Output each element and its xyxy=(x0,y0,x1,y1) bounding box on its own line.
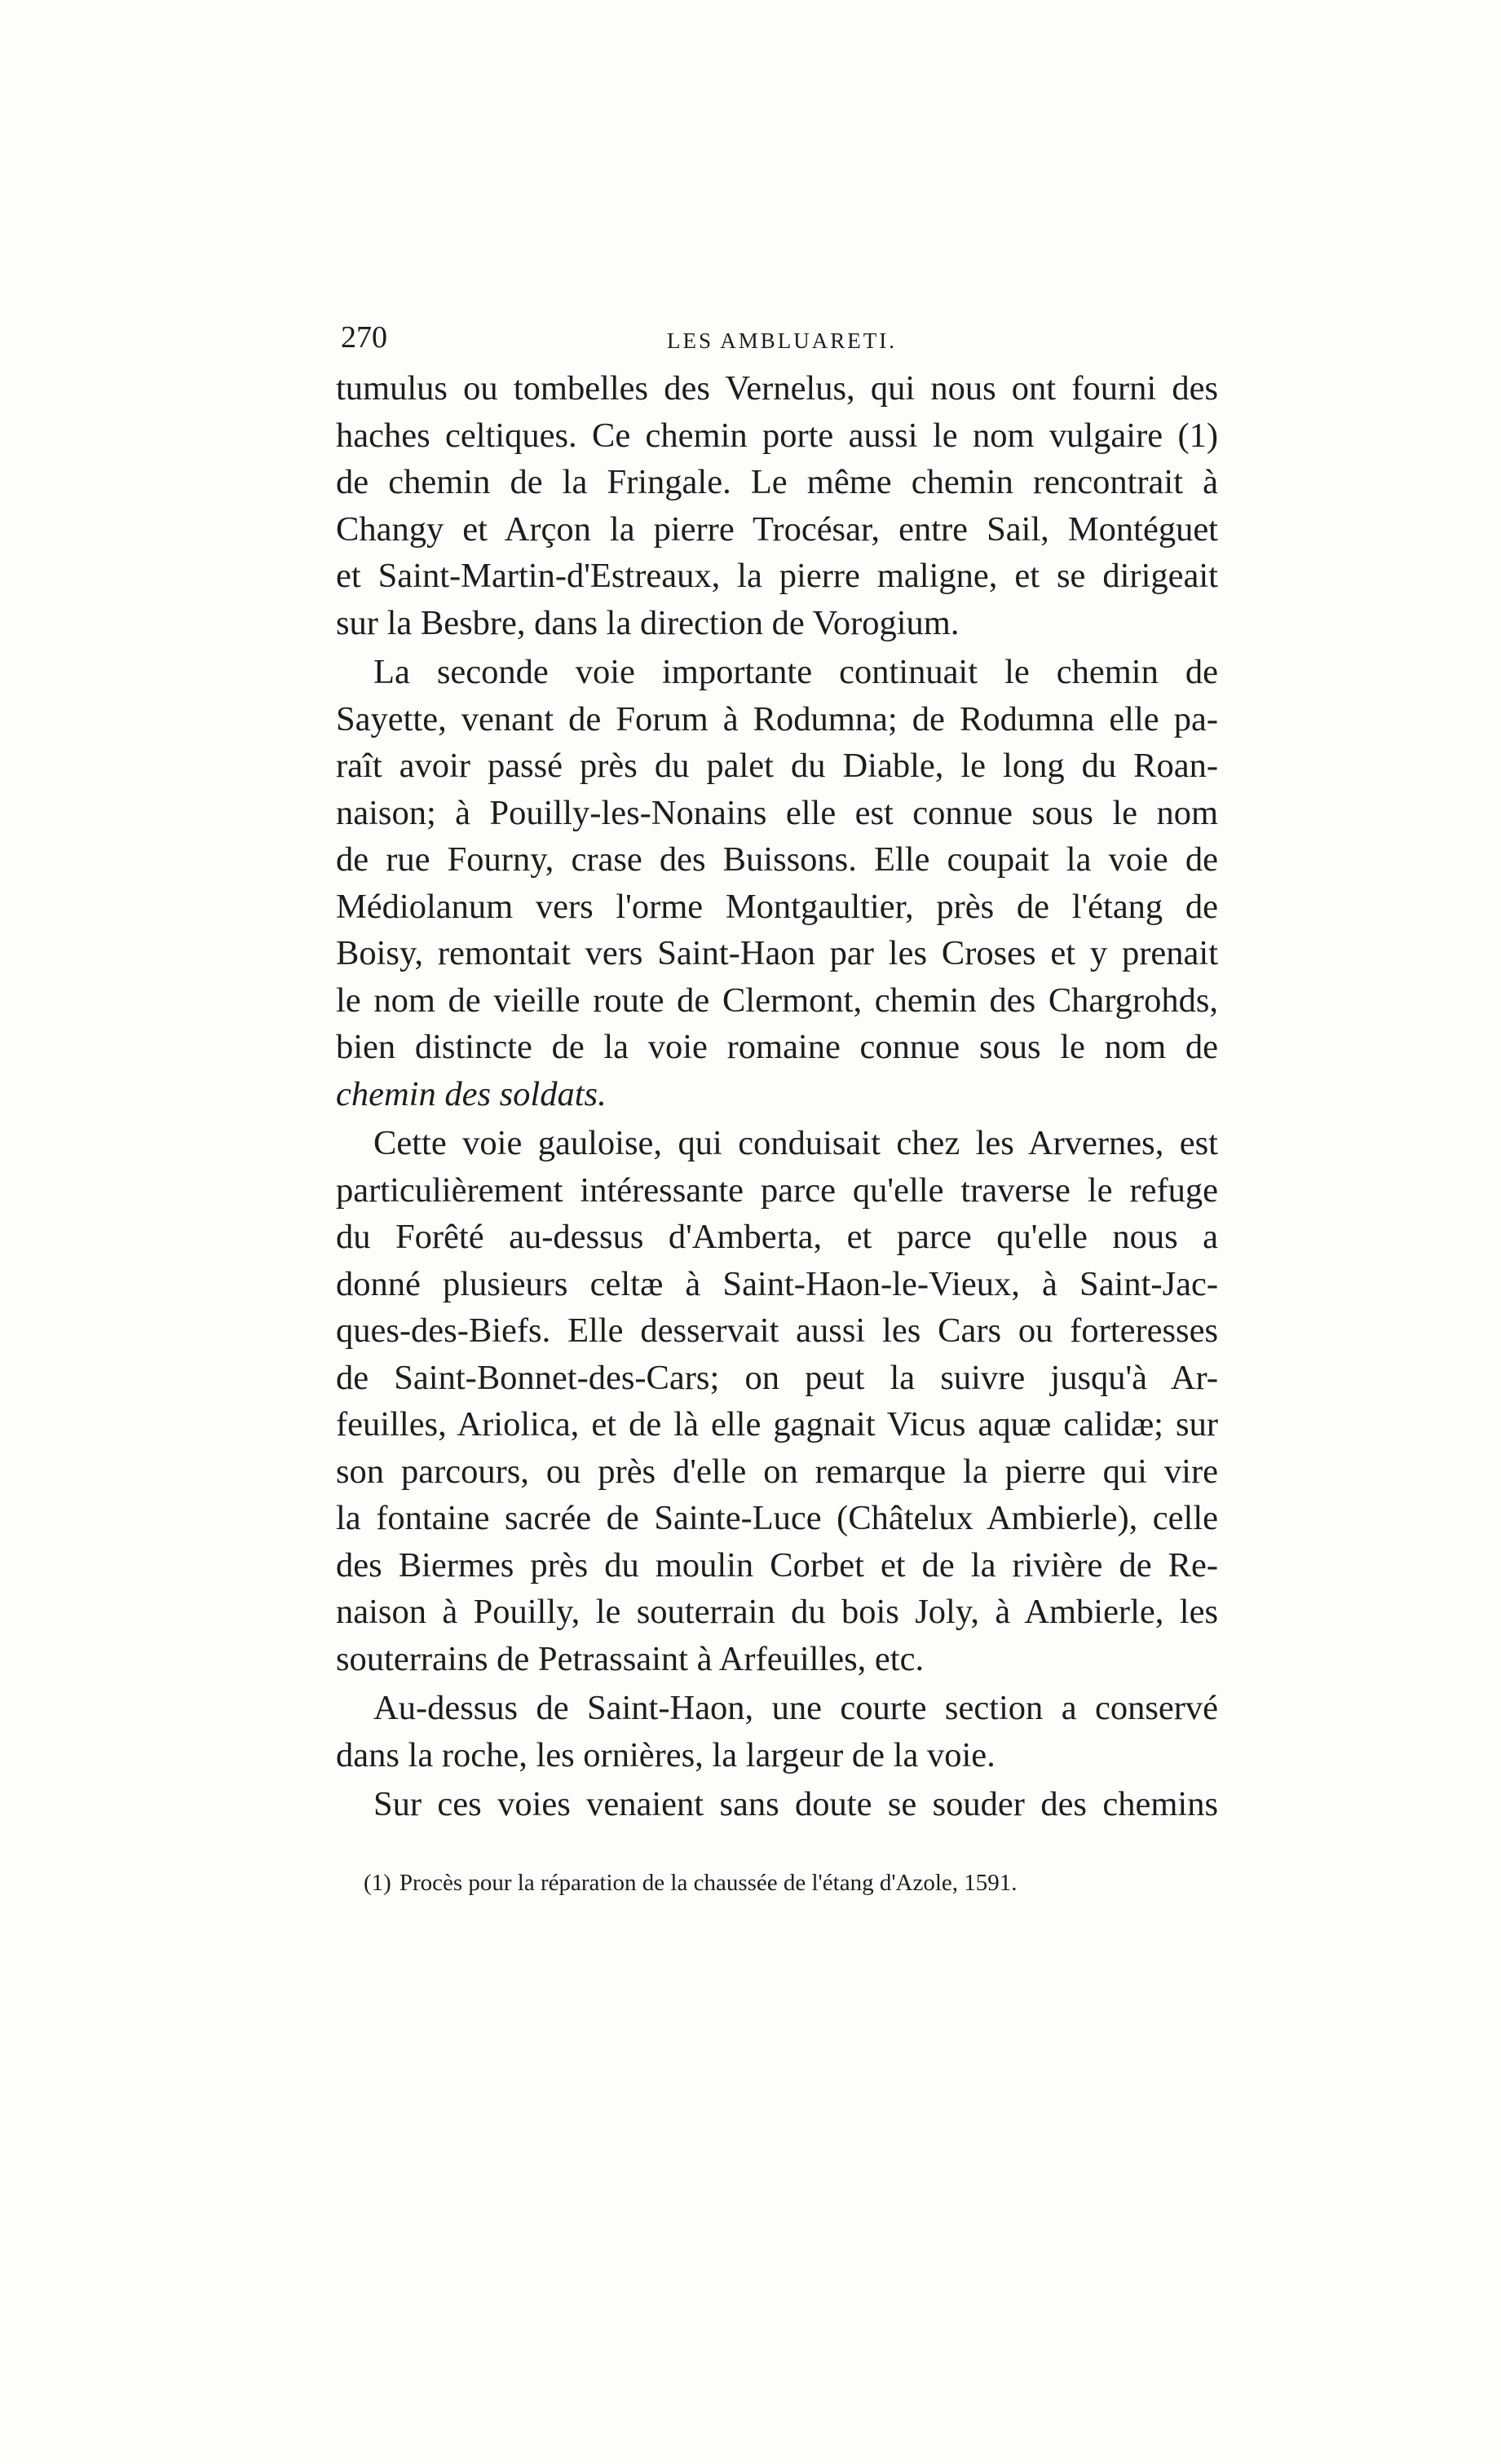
footnote-text: Procès pour la réparation de la chaussée de l'étang d'Azole, 1591. xyxy=(399,1870,1018,1896)
text-line: Au-dessus de Saint-Haon, une courte section a conservé xyxy=(373,1689,1218,1727)
text-line: Sayette, venant de Forum à Rodumna; de Rodumna elle pa- xyxy=(336,699,1218,738)
text-line: du Forêté au-dessus d'Amberta, et parce qu'elle nous a xyxy=(336,1218,1218,1256)
text-line: bien distincte de la voie romaine connue sous le nom de xyxy=(336,1028,1218,1066)
running-title: LES AMBLUARETI. xyxy=(667,328,898,353)
text-line: raît avoir passé près du palet du Diable, le long du Roan- xyxy=(336,747,1218,785)
text-line: Sur ces voies venaient sans doute se souder des chemins xyxy=(373,1785,1218,1823)
text-line: des Biermes près du moulin Corbet et de la rivière de Re- xyxy=(336,1545,1218,1585)
text-line: sur la Besbre, dans la direction de Vorogium. xyxy=(336,603,960,642)
text-line: Boisy, remontait vers Saint-Haon par les Croses et y prenait xyxy=(336,934,1218,972)
text-line: particulièrement intéressante parce qu'elle traverse le refuge xyxy=(336,1170,1218,1210)
text-line: naison à Pouilly, le souterrain du bois Joly, à Ambierle, les xyxy=(336,1593,1218,1631)
text-line: ques-des-Biefs. Elle desservait aussi les Cars ou forteresses xyxy=(336,1311,1218,1350)
text-line: dans la roche, les ornières, la largeur de la voie. xyxy=(336,1735,996,1774)
text-line: La seconde voie importante continuait le chemin de xyxy=(373,653,1218,691)
text-line: Médiolanum vers l'orme Montgaultier, près de l'étang de xyxy=(336,887,1218,926)
text-line: Changy et Arçon la pierre Trocésar, entre Sail, Montéguet xyxy=(336,509,1218,549)
text-line: souterrains de Petrassaint à Arfeuilles, etc. xyxy=(336,1639,925,1678)
text-line: la fontaine sacrée de Sainte-Luce (Châtelux Ambierle), celle xyxy=(336,1499,1218,1537)
running-head xyxy=(341,313,1218,362)
text-line: son parcours, ou près d'elle on remarque la pierre qui vire xyxy=(336,1452,1218,1491)
text-line: donné plusieurs celtæ à Saint-Haon-le-Vieux, à Saint-Jac- xyxy=(336,1264,1218,1303)
text-line: de Saint-Bonnet-des-Cars; on peut la suivre jusqu'à Ar- xyxy=(336,1358,1218,1397)
text-line: le nom de vieille route de Clermont, chemin des Chargrohds, xyxy=(336,981,1218,1020)
text-line: de chemin de la Fringale. Le même chemin rencontrait à xyxy=(336,463,1218,501)
text-line: tumulus ou tombelles des Vernelus, qui nous ont fourni des xyxy=(336,369,1218,408)
text-line: Cette voie gauloise, qui conduisait chez les Arvernes, est xyxy=(373,1124,1218,1162)
footnote xyxy=(364,1865,1218,1901)
text-line: feuilles, Ariolica, et de là elle gagnait Vicus aquæ calidæ; sur xyxy=(336,1405,1218,1444)
text-line: de rue Fourny, crase des Buissons. Elle coupait la voie de xyxy=(336,840,1218,879)
text-line: chemin des soldats. xyxy=(336,1074,607,1113)
text-line: haches celtiques. Ce chemin porte aussi le nom vulgaire (1) xyxy=(336,416,1218,455)
body-text xyxy=(336,365,1218,1828)
footnote-marker: (1) xyxy=(364,1870,391,1896)
text-line: et Saint-Martin-d'Estreaux, la pierre maligne, et se dirigeait xyxy=(336,557,1218,595)
text-line: naison; à Pouilly-les-Nonains elle est connue sous le nom xyxy=(336,793,1218,832)
page-number: 270 xyxy=(341,320,387,355)
